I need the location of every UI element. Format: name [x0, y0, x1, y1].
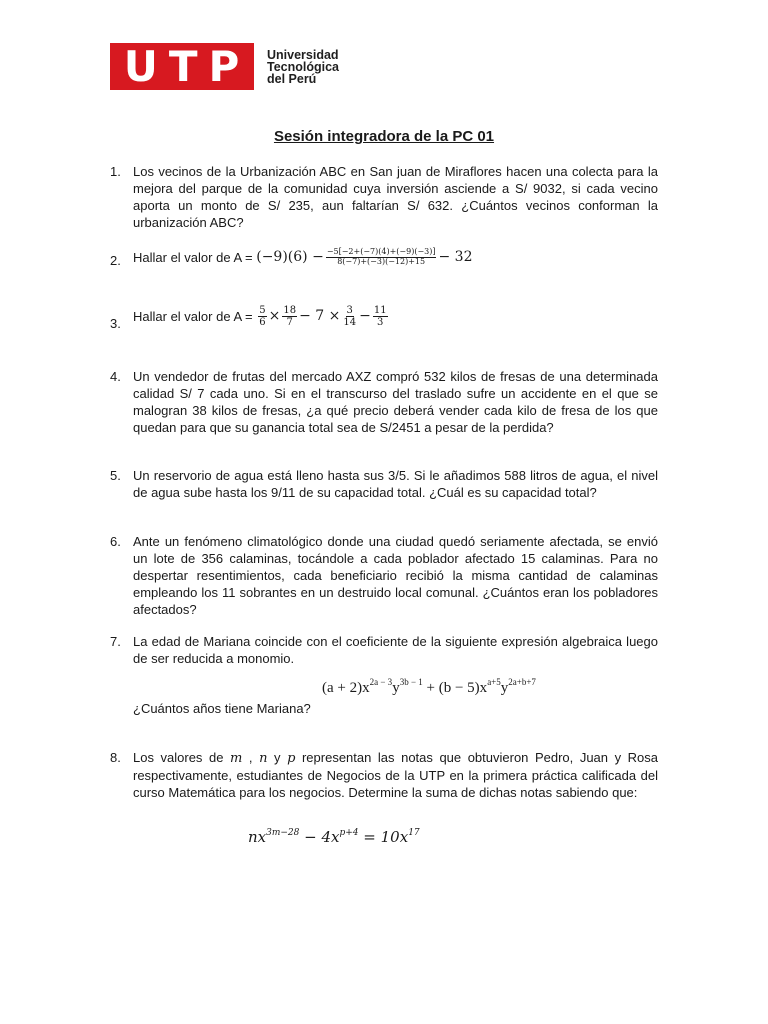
- expr-term: + (b − 5)x: [422, 680, 488, 696]
- expr-part-1: (−9)(6) −: [256, 248, 324, 265]
- numerator: 3: [346, 305, 353, 316]
- question-8: [110, 749, 658, 801]
- denominator: 6: [259, 317, 266, 328]
- expr-term: y: [500, 680, 509, 696]
- page-title: Sesión integradora de la PC 01: [273, 128, 495, 145]
- question-math: [133, 305, 658, 328]
- question-text: La edad de Mariana coincide con el coeficiente de la siguiente expresión algebraica luego de ser reducida a monomio.: [133, 634, 658, 666]
- text-part: y: [267, 750, 288, 765]
- logo-line-3: del Perú: [267, 71, 317, 86]
- question-7: [110, 633, 658, 667]
- expr-mid: − 7 ×: [299, 308, 341, 324]
- fraction-2: [282, 305, 297, 328]
- expr-exponent: 2a+b+7: [508, 677, 536, 687]
- logo-line-2: Tecnológica: [267, 59, 340, 74]
- question-number: 8.: [110, 750, 121, 765]
- question-text: [133, 749, 658, 801]
- expr-term: = 10x: [358, 828, 409, 846]
- question-6: [110, 533, 658, 618]
- question-1: [110, 163, 658, 231]
- denominator: 3: [377, 317, 384, 328]
- question-number: 5.: [110, 468, 121, 483]
- question-math: [133, 248, 658, 267]
- question-7-ask: [110, 700, 658, 717]
- fraction-4: [373, 305, 388, 328]
- expr-exponent: a+5: [487, 677, 501, 687]
- expr-exponent: p+4: [339, 828, 359, 838]
- expr-exponent: 3m−28: [266, 828, 300, 838]
- logo-line-1: Universidad: [267, 47, 339, 62]
- question-text: Los vecinos de la Urbanización ABC en San juan de Miraflores hacen una colecta para la mejora del parque de la comunidad cuya inversión asciende a S/ 9032, si cada vecino aporta un monto de S/ 235, aun faltarían S/ 632. ¿Cuántos vecinos conforman la urbanización ABC?: [133, 164, 658, 230]
- question-text: Un reservorio de agua está lleno hasta sus 3/5. Si le añadimos 588 litros de agua, el nivel de agua sube hasta los 9/11 de su capacidad total. ¿Cuál es su capacidad total?: [133, 468, 658, 500]
- question-number: 7.: [110, 634, 121, 649]
- logo-letters: UTP: [110, 43, 254, 90]
- variable-p: p: [287, 751, 296, 766]
- numerator: 18: [283, 305, 297, 316]
- algebraic-expression: [322, 677, 536, 697]
- question-2: [110, 248, 658, 267]
- question-text: Ante un fenómeno climatológico donde una ciudad quedó seriamente afectada, se envió un lote de 356 calaminas, tocándole a cada poblador afectado 15 calaminas. Para no despertar resentimientos, cada beneficiario recibió la misma cantidad de calaminas empleando los 11 sobrantes en un destruido local comunal. ¿Cuántos eran los pobladores afectados?: [133, 534, 658, 617]
- minus-sign: −: [359, 308, 371, 324]
- expr-term: y: [392, 680, 400, 696]
- fraction-1: [258, 305, 266, 328]
- variable-m: m: [230, 751, 243, 766]
- expr-exponent: 17: [408, 828, 420, 838]
- question-lead: Hallar el valor de A =: [133, 249, 253, 265]
- variable-n: n: [259, 751, 268, 766]
- question-3: [110, 305, 658, 331]
- question-number: 2.: [110, 253, 121, 268]
- question-text: ¿Cuántos años tiene Mariana?: [133, 701, 311, 716]
- fraction-denominator: 8(−7)+(−3)(−12)+15: [337, 256, 426, 266]
- utp-logo: [110, 43, 339, 90]
- question-number: 3.: [110, 316, 121, 331]
- question-number: 4.: [110, 369, 121, 384]
- question-lead: Hallar el valor de A =: [133, 309, 253, 324]
- text-part: ,: [242, 750, 260, 765]
- text-part: Los valores de: [133, 750, 231, 765]
- fraction: [326, 248, 437, 267]
- expr-term: (a + 2)x: [322, 680, 370, 696]
- denominator: 7: [286, 317, 293, 328]
- question-number: 1.: [110, 164, 121, 179]
- question-text: Un vendedor de frutas del mercado AXZ compró 532 kilos de fresas de una determinada calidad S/ 7 cada uno. Si en el transcurso del traslado sufre un accidente en el que se malogran 38 kilos de fresas, ¿a qué precio deberá vender cada kilo de fresa de los que quedan para que su ganancia total sea de S/2451 a pesar de la perdida?: [133, 369, 658, 435]
- expr-exponent: 2a − 3: [369, 677, 393, 687]
- numerator: 5: [259, 305, 266, 316]
- times-sign: ×: [268, 308, 281, 324]
- expr-term: − 4x: [299, 828, 340, 846]
- logo-text: [267, 49, 339, 85]
- expr-exponent: 3b − 1: [399, 677, 423, 687]
- question-5: [110, 467, 658, 501]
- fraction-numerator: −5[−2+(−7)(4)+(−9)(−3)]: [326, 247, 436, 256]
- expr-term: nx: [248, 828, 267, 846]
- numerator: 11: [373, 305, 387, 316]
- text-part: representan las notas que obtuvieron Pedro, Juan y Rosa respectivamente, estudiantes de Negocios de la UTP en la primera práctica calificada del curso Matemática para los negocios. Determine la suma de dichas notas sabiendo que:: [133, 750, 658, 800]
- denominator: 14: [343, 317, 357, 328]
- equation: [248, 828, 420, 846]
- question-4: [110, 368, 658, 436]
- expr-part-2: − 32: [438, 248, 473, 265]
- fraction-3: [342, 305, 357, 328]
- question-number: 6.: [110, 534, 121, 549]
